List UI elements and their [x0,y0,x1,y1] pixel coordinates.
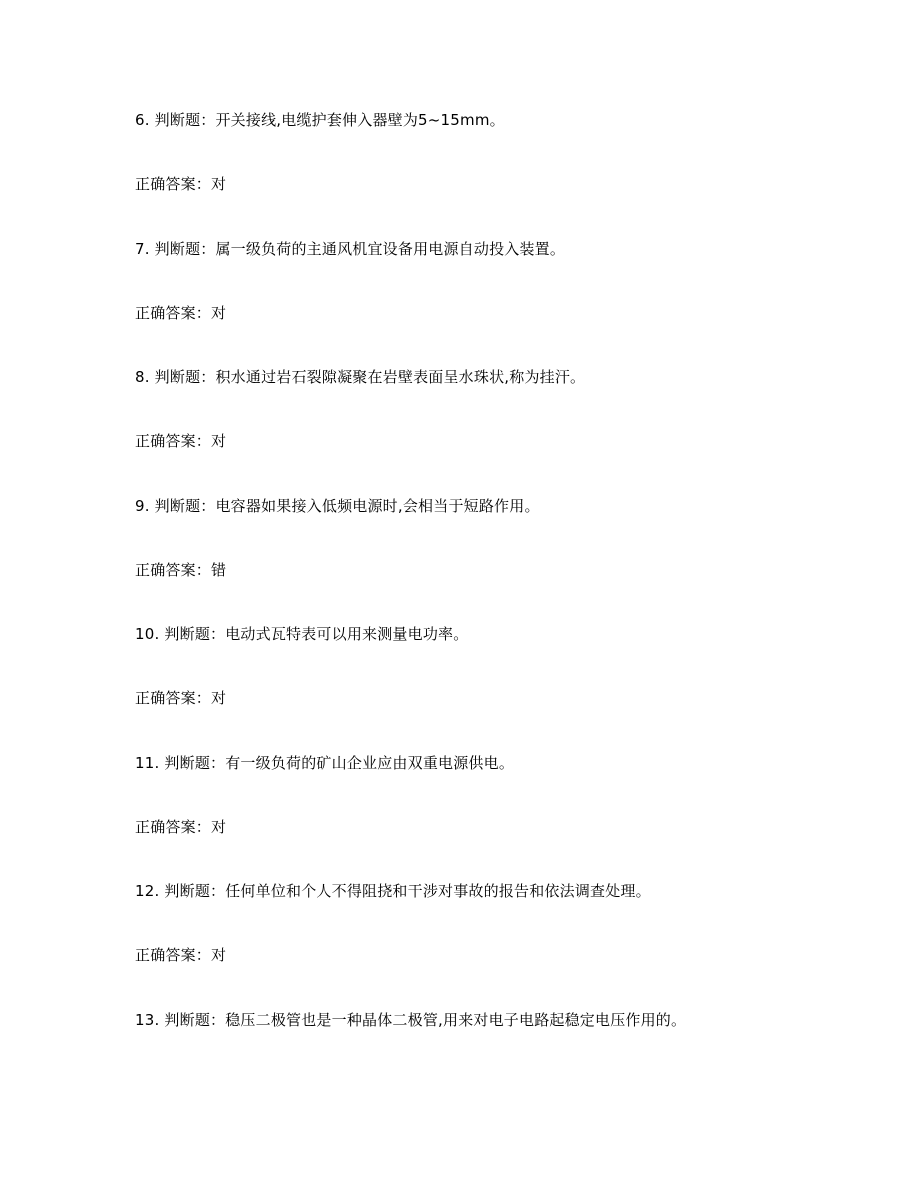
answer-11: 正确答案：对 [135,818,227,836]
answer-10: 正确答案：对 [135,689,227,707]
question-9: 9. 判断题：电容器如果接入低频电源时,会相当于短路作用。 [135,497,540,515]
question-6: 6. 判断题：开关接线,电缆护套伸入器壁为5~15mm。 [135,111,505,129]
question-11: 11. 判断题：有一级负荷的矿山企业应由双重电源供电。 [135,754,515,772]
answer-7: 正确答案：对 [135,304,227,322]
question-13: 13. 判断题：稳压二极管也是一种晶体二极管,用来对电子电路起稳定电压作用的。 [135,1011,687,1029]
question-10: 10. 判断题：电动式瓦特表可以用来测量电功率。 [135,625,469,643]
answer-6: 正确答案：对 [135,175,227,193]
answer-12: 正确答案：对 [135,946,227,964]
answer-9: 正确答案：错 [135,561,227,579]
question-8: 8. 判断题：积水通过岩石裂隙凝聚在岩壁表面呈水珠状,称为挂汗。 [135,368,586,386]
question-12: 12. 判断题：任何单位和个人不得阻挠和干涉对事故的报告和依法调查处理。 [135,882,651,900]
answer-8: 正确答案：对 [135,432,227,450]
question-7: 7. 判断题：属一级负荷的主通风机宜设备用电源自动投入装置。 [135,240,566,258]
